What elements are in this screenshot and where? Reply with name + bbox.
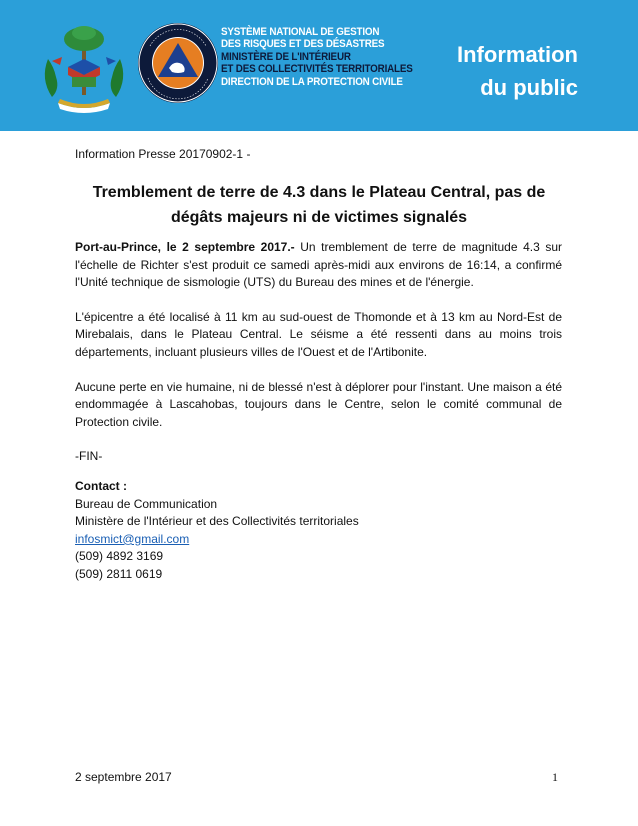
dateline: Port-au-Prince, le 2 septembre 2017.- bbox=[75, 240, 295, 254]
publication-title bbox=[378, 38, 578, 104]
end-mark: -FIN- bbox=[75, 449, 103, 464]
paragraph bbox=[75, 239, 562, 292]
document-body bbox=[75, 239, 562, 584]
page-number: 1 bbox=[552, 770, 558, 784]
contact-heading: Contact : bbox=[75, 478, 127, 493]
contact-phone: (509) 4892 3169 bbox=[75, 549, 164, 564]
agency-line: DIRECTION DE LA PROTECTION CIVILE bbox=[221, 75, 403, 88]
contact-ministry: Ministère de l'Intérieur et des Collectivités territoriales bbox=[75, 514, 359, 529]
contact-office: Bureau de Communication bbox=[75, 496, 218, 511]
header-banner bbox=[0, 0, 638, 131]
paragraph: L'épicentre a été localisé à 11 km au sud-ouest de Thomonde et à 13 km au Nord-Est de Mirebalais, dans le Plateau Central. Le séisme a été ressenti dans au moins trois départements, incluant plusieurs villes de l'Ouest et de l'Artibonite. bbox=[75, 309, 562, 359]
agency-line: SYSTÈME NATIONAL DE GESTION bbox=[221, 26, 380, 38]
contact-phone: (509) 2811 0619 bbox=[75, 566, 163, 581]
publication-title-line: Information bbox=[457, 42, 578, 67]
agency-line: DES RISQUES ET DES DÉSASTRES bbox=[221, 38, 385, 51]
paragraph: Aucune perte en vie humaine, ni de blessé n'est à déplorer pour l'instant. Une maison a été endommagée à Lascahobas, toujours dans le Centre, selon le comité communal de Protection civile. bbox=[75, 379, 562, 429]
agency-line: ET DES COLLECTIVITÉS TERRITORIALES bbox=[221, 63, 413, 76]
publication-title-line: du public bbox=[480, 75, 578, 100]
civil-protection-seal-icon bbox=[136, 16, 220, 110]
contact-email-link[interactable]: infosmict@gmail.com bbox=[75, 531, 190, 546]
contact-block bbox=[75, 478, 562, 584]
paragraph-text: Un tremblement de terre de magnitude 4.3 sur l'échelle de Richter s'est produit ce samedi après-midi aux environs de 16:14, a confirmé l'Unité technique de sismologie (UTS) du Bureau des mines et de l'énergie. bbox=[75, 240, 563, 290]
headline: Tremblement de terre de 4.3 dans le Plateau Central, pas de dégâts majeurs ni de victimes signalés bbox=[92, 184, 546, 226]
coat-of-arms-icon bbox=[38, 19, 130, 115]
footer-date: 2 septembre 2017 bbox=[75, 770, 172, 784]
agency-line: MINISTÈRE DE L'INTÉRIEUR bbox=[221, 50, 351, 63]
press-reference: Information Presse 20170902-1 - bbox=[75, 147, 251, 161]
